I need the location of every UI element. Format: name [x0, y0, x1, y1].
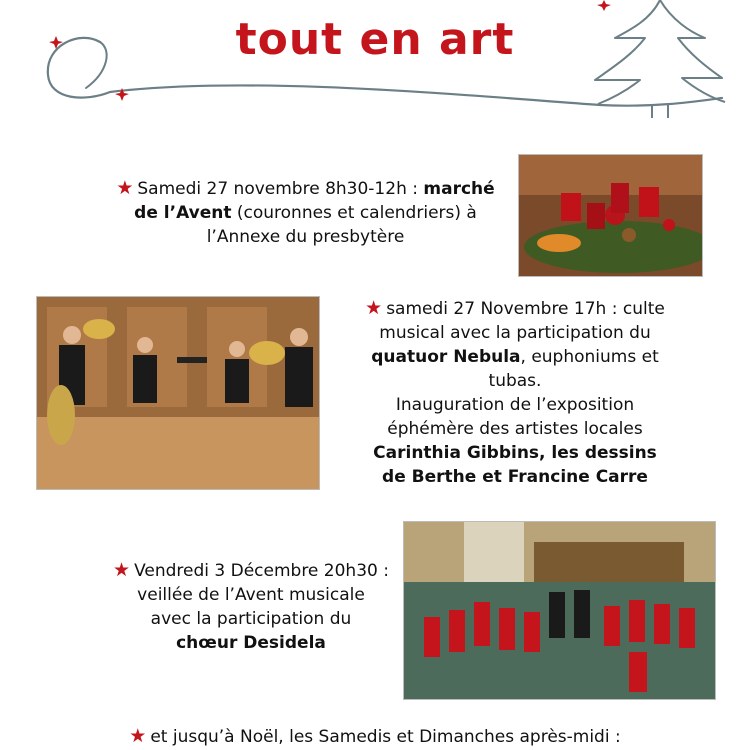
event-line	[98, 176, 513, 201]
event-text: tubas.	[488, 371, 542, 391]
event-line	[345, 465, 685, 489]
event-marche-de-lavent	[98, 176, 513, 249]
event-text: Inauguration de l’exposition	[395, 395, 635, 415]
event-line	[98, 201, 513, 225]
event-text: avec la participation du	[150, 609, 352, 629]
event-text: veillée de l’Avent musicale	[137, 585, 365, 605]
event-highlight: chœur Desidela	[176, 633, 326, 653]
event-text: Vendredi 3 Décembre 20h30 :	[134, 561, 389, 581]
event-text: Samedi 27 novembre 8h30-12h :	[137, 179, 424, 199]
star-icon: ★	[113, 559, 131, 581]
event-line	[98, 225, 513, 249]
event-line	[345, 441, 685, 465]
event-line	[96, 607, 406, 631]
event-text: et jusqu’à Noël, les Samedis et Dimanches après-midi :	[150, 727, 621, 747]
advent-wreath-photo	[518, 154, 703, 277]
event-line	[345, 369, 685, 393]
event-text: (couronnes et calendriers) à	[231, 203, 477, 223]
event-highlight: Carinthia Gibbins, les dessins	[373, 443, 657, 463]
event-line	[0, 724, 750, 749]
event-text: , euphoniums et	[520, 347, 659, 367]
star-icon: ★	[116, 177, 134, 199]
event-line	[345, 321, 685, 345]
page-title: tout en art	[235, 14, 515, 65]
event-culte-musical	[345, 296, 685, 489]
star-icon: ★	[129, 725, 147, 747]
event-line	[96, 583, 406, 607]
event-highlight: quatuor Nebula	[371, 347, 521, 367]
event-line	[345, 296, 685, 321]
event-line	[345, 393, 685, 417]
event-text: musical avec la participation du	[379, 323, 651, 343]
event-text: l’Annexe du presbytère	[206, 227, 405, 247]
event-veillee-de-lavent	[96, 558, 406, 655]
star-icon: ★	[365, 297, 383, 319]
choir-photo	[403, 521, 716, 700]
brass-quartet-photo	[36, 296, 320, 490]
event-line	[96, 558, 406, 583]
event-highlight: marché	[423, 179, 495, 199]
event-jusqua-noel	[0, 724, 750, 749]
event-text: samedi 27 Novembre 17h : culte	[386, 299, 665, 319]
event-line	[96, 631, 406, 655]
event-highlight: de l’Avent	[134, 203, 232, 223]
event-text: éphémère des artistes locales	[387, 419, 643, 439]
event-highlight: de Berthe et Francine Carre	[382, 467, 648, 487]
event-line	[345, 345, 685, 369]
event-line	[345, 417, 685, 441]
